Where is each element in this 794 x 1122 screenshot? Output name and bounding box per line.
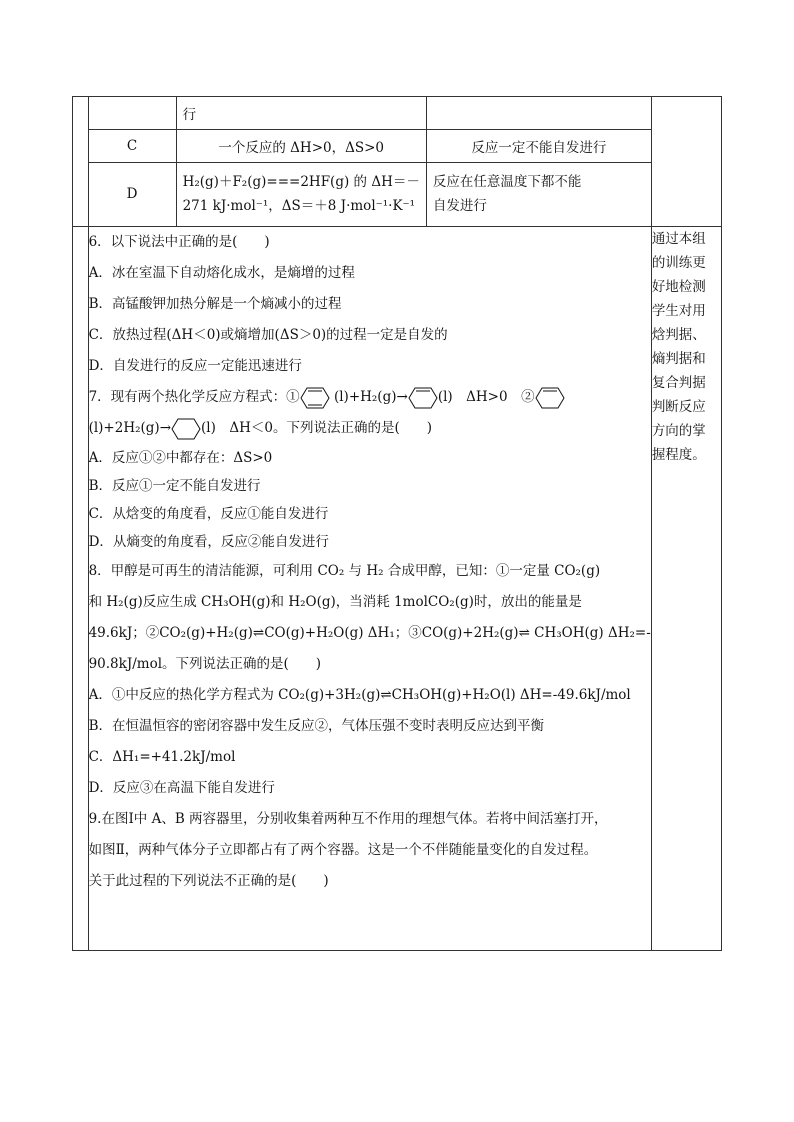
q8-option-a: A．①中反应的热化学方程式为 CO₂(g)+3H₂(g)⇌CH₃OH(g)+H₂O(l) ΔH=-49.6kJ/mol xyxy=(88,687,631,703)
row-c-label: C xyxy=(89,129,177,162)
q6-option-d: D．自发进行的反应一定能迅速进行 xyxy=(88,358,302,374)
row-c-conclusion: 反应一定不能自发进行 xyxy=(426,129,650,162)
cyclohexane-ring-icon xyxy=(171,418,201,440)
q9-line3: 关于此过程的下列说法不正确的是( ) xyxy=(88,873,329,889)
cyclohexene-ring-icon xyxy=(408,387,438,409)
q6-stem: 6．以下说法中正确的是( ) xyxy=(88,234,270,250)
q8-option-c: C．ΔH₁=+41.2kJ/mol xyxy=(88,749,236,765)
q7-stem-line2: (l)+2H₂(g)→ (l) ΔH＜0。下列说法正确的是( ) xyxy=(89,413,651,444)
q6-option-b: B．高锰酸钾加热分解是一个熵减小的过程 xyxy=(88,296,342,312)
options-cell xyxy=(88,97,651,227)
q8-line4: 90.8kJ/mol。下列说法正确的是( ) xyxy=(88,656,322,672)
row-c-condition: 一个反应的 ΔH>0，ΔS>0 xyxy=(176,129,426,162)
right-empty-cell xyxy=(651,97,721,227)
q7-option-a: A．反应①②中都存在：ΔS>0 xyxy=(88,450,273,466)
q8-option-b: B．在恒温恒容的密闭容器中发生反应②，气体压强不变时表明反应达到平衡 xyxy=(88,718,544,734)
q8-line1: 8．甲醇是可再生的清洁能源，可利用 CO₂ 与 H₂ 合成甲醇，已知：①一定量 CO₂(g) xyxy=(88,563,601,579)
q7-option-b: B．反应①一定不能自发进行 xyxy=(88,478,261,494)
q7-option-d: D．从熵变的角度看，反应②能自发进行 xyxy=(88,534,329,550)
q7-stem-line1: 7．现有两个热化学反应方程式：① (l)+H₂(g)→ (l) ΔH>0 ② xyxy=(89,382,651,413)
left-blank-cell xyxy=(73,227,89,951)
row-d-conclusion: 反应在任意温度下都不能 自发进行 xyxy=(426,162,650,226)
q8-line3: 49.6kJ；②CO₂(g)+H₂(g)⇌CO(g)+H₂O(g) ΔH₁；③CO(g)+2H₂(g)⇌ CH₃OH(g) ΔH₂=- xyxy=(88,625,651,641)
benzene-ring-icon-2 xyxy=(535,387,565,409)
left-empty-cell xyxy=(73,97,89,227)
side-note: 通过本组的训练更好地检测学生对用焓判据、熵判据和复合判据判断反应方向的掌握程度。 xyxy=(651,231,706,463)
row-a-text: 行 xyxy=(176,97,426,129)
benzene-ring-icon xyxy=(300,387,330,409)
q8-line2: 和 H₂(g)反应生成 CH₃OH(g)和 H₂O(g)，当消耗 1molCO₂(g)时，放出的能量是 xyxy=(88,594,582,610)
q8-option-d: D．反应③在高温下能自发进行 xyxy=(88,780,275,796)
row-d-label: D xyxy=(89,162,177,226)
q9-line2: 如图Ⅱ，两种气体分子立即都占有了两个容器。这是一个不伴随能量变化的自发过程。 xyxy=(88,842,598,858)
q6-option-c: C．放热过程(ΔH＜0)或熵增加(ΔS＞0)的过程一定是自发的 xyxy=(88,327,448,343)
q7-option-c: C．从焓变的角度看，反应①能自发进行 xyxy=(88,506,329,522)
side-note-cell xyxy=(651,227,721,951)
q6-option-a: A．冰在室温下自动熔化成水，是熵增的过程 xyxy=(88,265,355,281)
q9-line1: 9.在图Ⅰ中 A、B 两容器里，分别收集着两种互不作用的理想气体。若将中间活塞打开， xyxy=(88,811,608,827)
questions-cell xyxy=(88,227,651,951)
row-d-condition: H₂(g)＋F₂(g)===2HF(g) 的 ΔH＝－ 271 kJ·mol⁻¹，ΔS＝＋8 J·mol⁻¹·K⁻¹ xyxy=(176,162,426,226)
lesson-table xyxy=(72,96,722,951)
